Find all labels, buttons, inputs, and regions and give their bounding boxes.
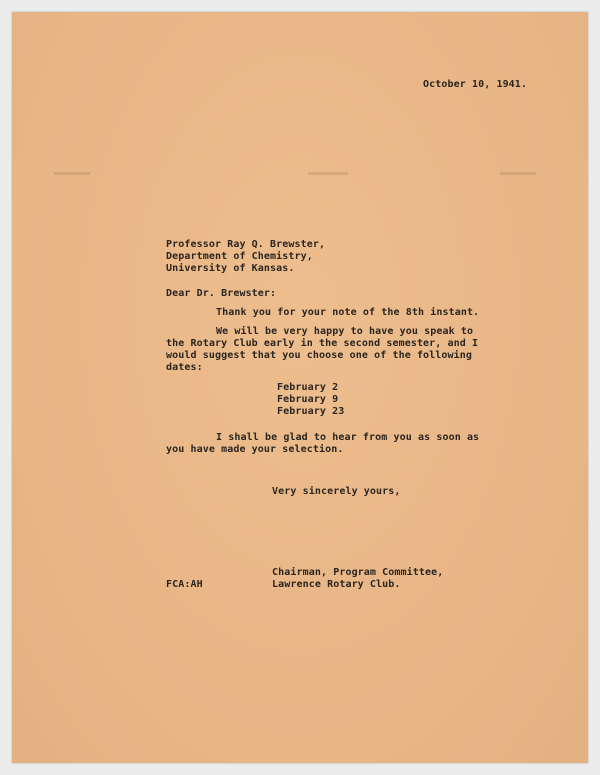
paragraph-2-line-3: would suggest that you choose one of the following	[166, 350, 473, 361]
recipient-line-1: Professor Ray Q. Brewster,	[166, 239, 326, 250]
letter-date: October 10, 1941.	[423, 79, 528, 90]
signature-line-1: Chairman, Program Committee,	[272, 567, 444, 578]
closing: Very sincerely yours,	[272, 486, 401, 497]
paragraph-1: Thank you for your note of the 8th instant.	[216, 307, 480, 318]
bleed-mark-center	[308, 172, 348, 175]
signature-line-2: Lawrence Rotary Club.	[272, 579, 401, 590]
paragraph-2-line-2: the Rotary Club early in the second semester, and I	[166, 338, 479, 349]
date-option-3: February 23	[277, 406, 345, 417]
recipient-line-3: University of Kansas.	[166, 263, 295, 274]
date-option-1: February 2	[277, 382, 339, 393]
paragraph-3-line-2: you have made your selection.	[166, 444, 344, 455]
initials: FCA:AH	[166, 579, 203, 590]
paragraph-2-line-4: dates:	[166, 362, 203, 373]
bleed-mark-right	[500, 172, 536, 175]
paragraph-3-line-1: I shall be glad to hear from you as soon as	[216, 432, 480, 443]
recipient-line-2: Department of Chemistry,	[166, 251, 313, 262]
salutation: Dear Dr. Brewster:	[166, 288, 277, 299]
bleed-mark-left	[54, 172, 90, 175]
date-option-2: February 9	[277, 394, 339, 405]
paragraph-2-line-1: We will be very happy to have you speak to	[216, 326, 474, 337]
